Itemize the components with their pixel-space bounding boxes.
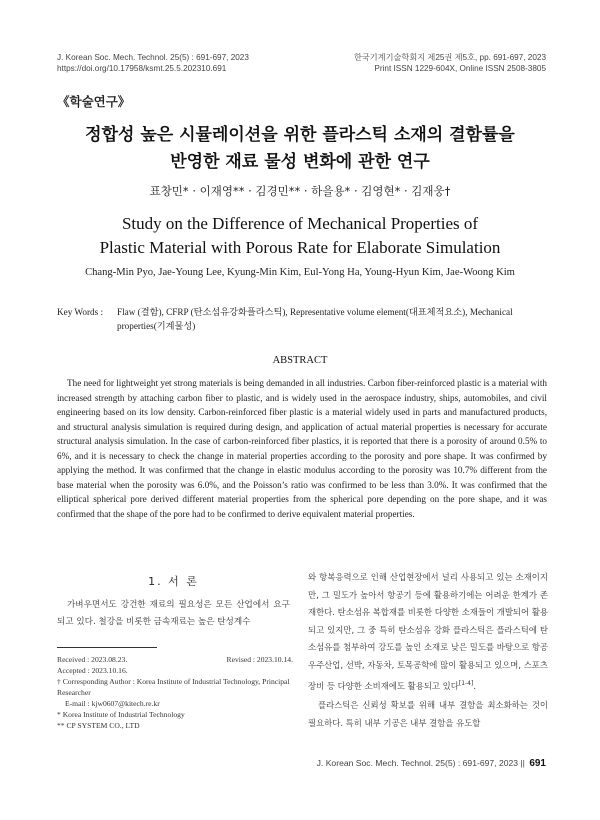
intro-right-column — [308, 569, 548, 732]
accepted-date: Accepted : 2023.10.16. — [57, 666, 128, 675]
authors-english: Chang-Min Pyo, Jae-Young Lee, Kyung-Min Kim, Eul-Yong Ha, Young-Hyun Kim, Jae-Woong Kim — [85, 267, 515, 278]
abstract-body: The need for lightweight yet strong materials is being demanded in all industries. Carbon fiber-reinforced plastic is a material with increased strength by attaching carbon fiber to plastic, and is widely used in the aerospace industry, ships, automobiles, and civil engineering based on its low density. Carbon-reinforced fiber plastic is a material widely used in parts and manufactured products, and structural analysis simulation is required during design, and application of actual material properties is necessary for accurate structural analysis simulation. In the case of carbon-reinforced fiber plastics, it is reported that there is a porosity of around 0.5% to 6%, and it is necessary to check the change in material properties according to the porosity and pore shape. It was confirmed by applying the method. It was confirmed that the change in elastic modulus according to the porosity was 10.7% different from the base material when the porosity was 6.0%, and the Poisson’s ratio was confirmed to be less than 3.0%. It was confirmed that the elliptical spherical pore derived different material properties from the spherical pore depending on the pore shape, and it was confirmed that the shape of the pore had to be confirmed to derive equivalent material properties. — [57, 378, 547, 519]
received-date: Received : 2023.08.23. — [57, 655, 128, 664]
affiliation-1: * Korea Institute of Industrial Technology — [57, 710, 185, 719]
revised-date: Revised : 2023.10.14. — [226, 655, 293, 664]
title-english — [40, 212, 560, 260]
footer-citation: J. Korean Soc. Mech. Technol. 25(5) : 691-697, 2023 || — [316, 758, 525, 768]
author-email[interactable]: E-mail : kjw0607@kitech.re.kr — [65, 699, 160, 708]
intro-paragraph-1 — [308, 569, 548, 695]
section-heading-introduction: 1. 서 론 — [148, 575, 199, 588]
title-english-line2: Plastic Material with Porous Rate for Elaborate Simulation — [99, 238, 501, 257]
authors-korean: 표창민* · 이재영** · 김경민** · 하을용* · 김영현* · 김재웅† — [149, 184, 451, 198]
abstract-heading: ABSTRACT — [272, 355, 328, 366]
journal-citation: J. Korean Soc. Mech. Technol. 25(5) : 691-697, 2023 — [57, 53, 249, 62]
keywords-label: Key Words : — [57, 307, 104, 317]
affiliation-2: ** CP SYSTEM CO., LTD — [57, 721, 140, 730]
page-footer — [317, 758, 546, 769]
title-korean — [40, 122, 560, 176]
citation-ref: [1-4] — [458, 679, 474, 687]
running-header-left — [57, 52, 249, 74]
intro-paragraph-2: 플라스틱은 신뢰성 확보를 위해 내부 결함을 최소화하는 것이 필요하다. 특히 내부 기공은 내부 결함을 유도할 — [308, 699, 548, 728]
title-korean-line1: 정합성 높은 시뮬레이션을 위한 플라스틱 소재의 결함률을 — [85, 125, 515, 145]
intro-paragraph-1-text: 와 항복응력으로 인해 산업현장에서 널리 사용되고 있는 소재이지만, 그 밀도가 높아서 항공기 등에 활용하기에는 어려운 한계가 존재한다. 탄소섬유 복합재를 비롯한 다양한 소재들이 개발되어 활용되고 있지만, 그 중 특히 탄소섬유 강화 플라스틱은 플라스틱에 탄소섬유를 첨부하여 강도를 높인 소재로 낮은 밀도를 바탕으로 항공 우주산업, 선박, 자동차, 토목공학에 많이 활용되고 있으며, 스포츠 장비 등 다양한 소비재에도 활용되고 있다 — [308, 572, 548, 691]
footnote-divider — [57, 647, 157, 648]
keywords — [57, 305, 547, 333]
footnote-dates — [57, 654, 293, 665]
footnotes — [57, 654, 293, 731]
intro-left-column: 가벼우면서도 강건한 재료의 필요성은 모든 산업에서 요구되고 있다. 철강을 비롯한 금속재료는 높은 탄성계수 — [57, 600, 290, 627]
journal-citation-korean: 한국기계기술학회지 제25권 제5호, pp. 691-697, 2023 — [353, 53, 546, 62]
title-english-line1: Study on the Difference of Mechanical Properties of — [121, 214, 479, 233]
page-number: 691 — [529, 758, 546, 769]
intro-paragraph-1-end: . — [473, 680, 477, 691]
keywords-text: Flaw (결함), CFRP (탄소섬유강화플라스틱), Representative volume element(대표체적요소), Mechanical properties(기계물성) — [117, 307, 513, 331]
title-korean-line2: 반영한 재료 물성 변화에 관한 연구 — [170, 152, 430, 172]
issn-line: Print ISSN 1229-604X, Online ISSN 2508-3805 — [374, 64, 546, 73]
article-category: 《학술연구》 — [57, 94, 131, 109]
corresponding-author: † Corresponding Author : Korea Institute of Industrial Technology, Principal Researcher — [57, 677, 290, 697]
running-header-right — [354, 52, 546, 74]
doi-link[interactable]: https://doi.org/10.17958/ksmt.25.5.202310.691 — [57, 64, 227, 73]
